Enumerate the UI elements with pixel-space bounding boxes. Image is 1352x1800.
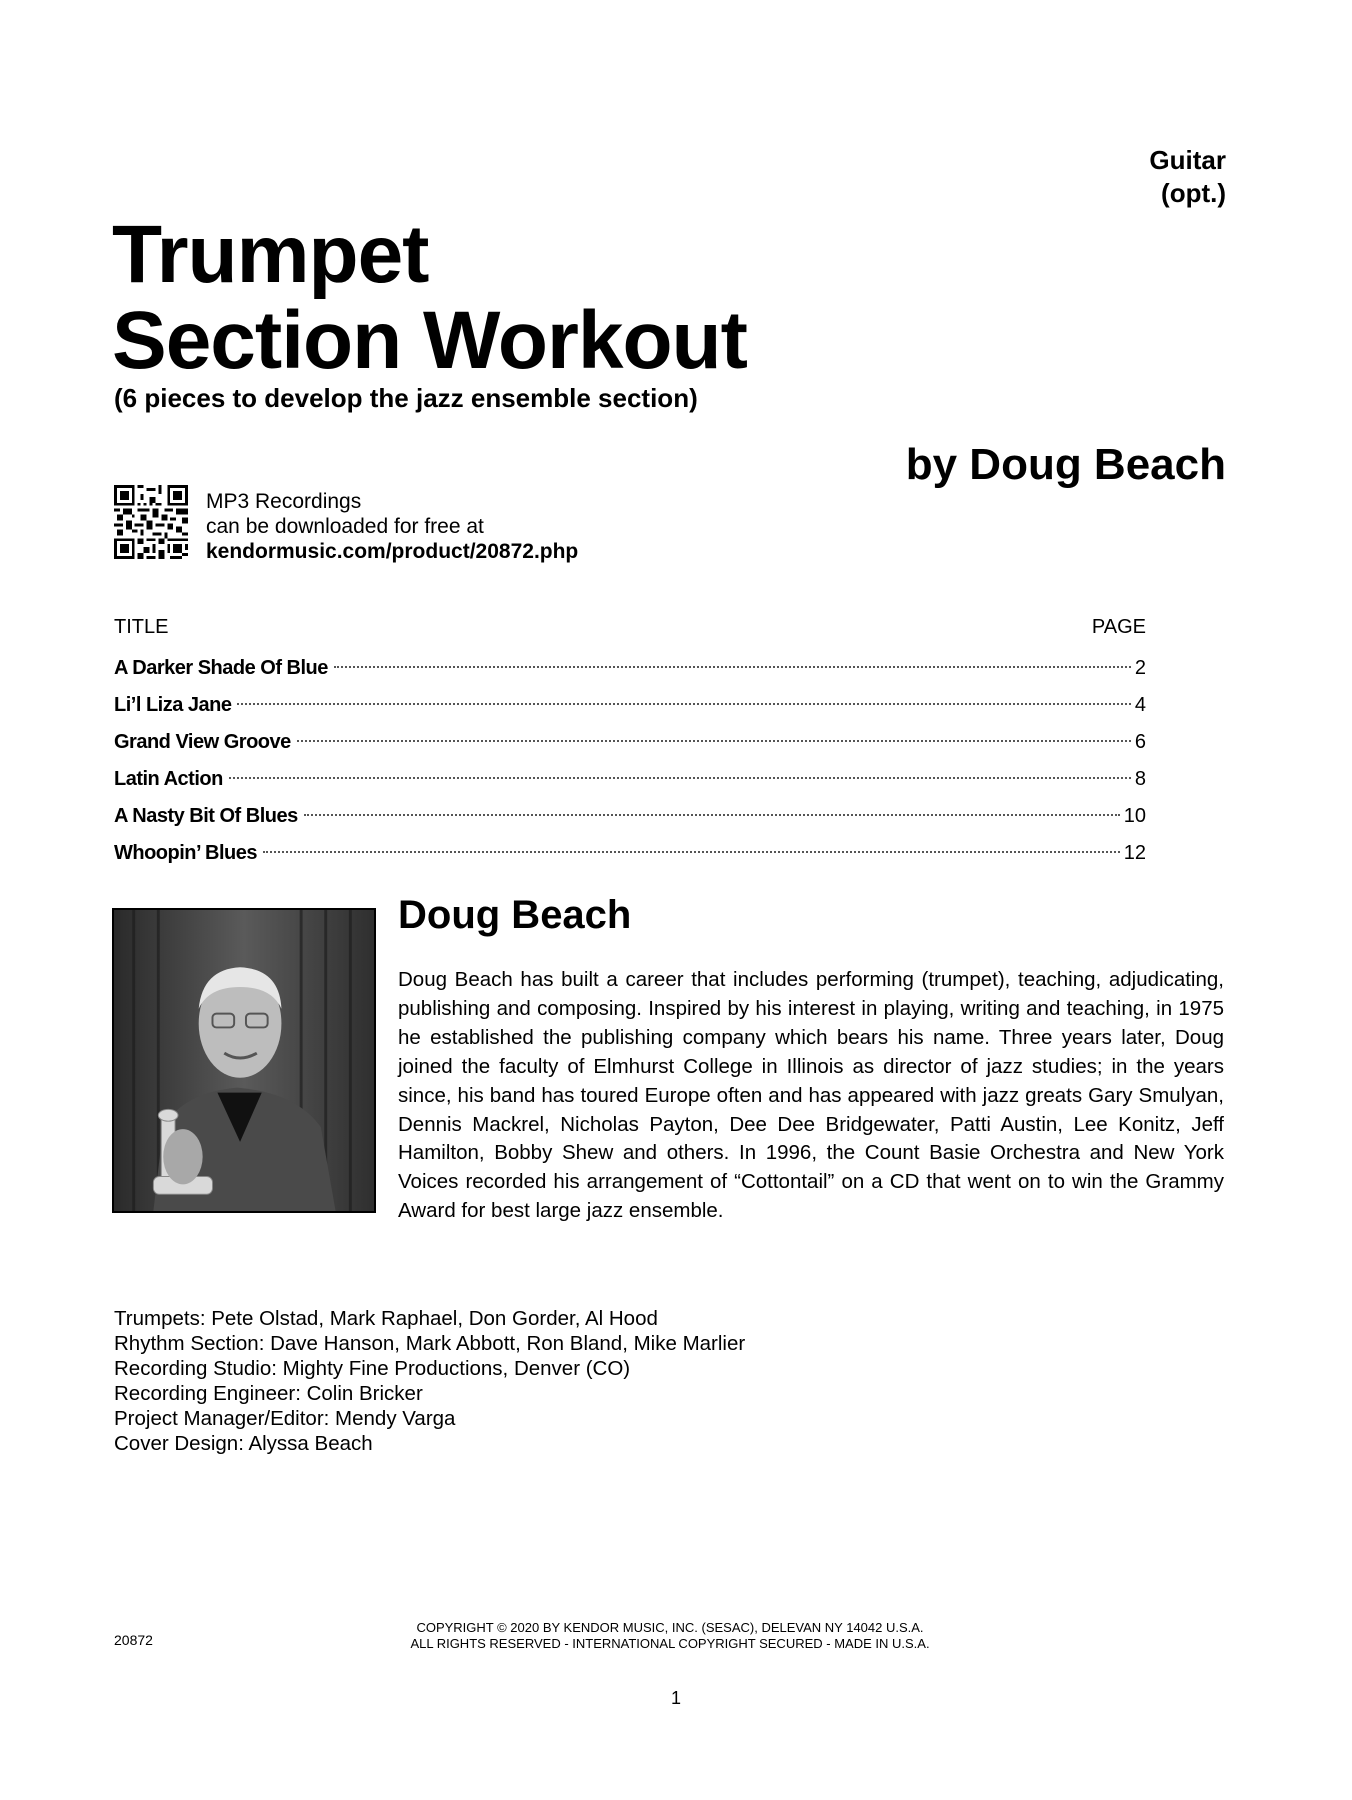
qr-code-icon[interactable] (114, 485, 188, 559)
author-credit: by Doug Beach (905, 440, 1226, 489)
title-line-2: Section Workout (112, 295, 747, 386)
book-subtitle: (6 pieces to develop the jazz ensemble section) (114, 383, 698, 413)
toc-entry-title: Li’l Liza Jane (114, 694, 232, 716)
book-title (112, 209, 747, 386)
copyright-line-2: ALL RIGHTS RESERVED - INTERNATIONAL COPYRIGHT SECURED - MADE IN U.S.A. (410, 1636, 930, 1651)
toc-entry-title: Latin Action (114, 768, 223, 790)
toc-entry-title: A Nasty Bit Of Blues (114, 805, 298, 827)
toc-entry[interactable] (114, 761, 1146, 798)
toc-entry-page: 2 (1134, 657, 1146, 679)
bio-text: Doug Beach has built a career that includes performing (trumpet), teaching, adjudicating, publishing and composing. Inspired by his interest in playing, writing and teaching, in 1975 he established the publishing company which bears his name. Three years later, Doug joined the faculty of Elmhurst College in Illinois as director of jazz studies; in the years since, his band has toured Europe often and has appeared with jazz greats Gary Smulyan, Dennis Mackrel, Nicholas Payton, Dee Dee Bridgewater, Patti Austin, Lee Konitz, Jeff Hamilton, Bobby Shew and others. In 1996, the Count Basie Orchestra and New York Voices recorded his arrangement of “Cottontail” on a CD that went on to win the Grammy Award for best large jazz ensemble. (398, 968, 1224, 1223)
copyright-notice (340, 1620, 1000, 1652)
title-line-1: Trumpet (112, 209, 429, 300)
toc-entry-page: 6 (1134, 731, 1146, 753)
toc-entry-page: 12 (1123, 842, 1146, 864)
instrument-label (1149, 144, 1226, 210)
toc-entry-page: 10 (1123, 805, 1146, 827)
toc-dot-leader (229, 777, 1131, 779)
page-number: 1 (670, 1688, 681, 1708)
toc-header (114, 612, 1146, 642)
credit-line: Recording Studio: Mighty Fine Productions, Denver (CO) (114, 1357, 631, 1380)
mp3-line-1: MP3 Recordings (206, 490, 362, 513)
catalog-number: 20872 (114, 1632, 153, 1648)
toc-entry-page: 4 (1134, 694, 1146, 716)
toc-entry-title: Grand View Groove (114, 731, 291, 753)
credit-line: Trumpets: Pete Olstad, Mark Raphael, Don Gorder, Al Hood (114, 1307, 658, 1330)
credit-line: Project Manager/Editor: Mendy Varga (114, 1407, 456, 1430)
instrument-optional: (opt.) (1161, 178, 1226, 208)
instrument-name: Guitar (1149, 145, 1226, 175)
table-of-contents (114, 612, 1146, 872)
credit-line: Rhythm Section: Dave Hanson, Mark Abbott, Ron Bland, Mike Marlier (114, 1332, 746, 1355)
credits-list (114, 1306, 745, 1456)
author-photo (112, 908, 376, 1213)
toc-entry[interactable] (114, 724, 1146, 761)
toc-entry[interactable] (114, 798, 1146, 835)
copyright-line-1: COPYRIGHT © 2020 BY KENDOR MUSIC, INC. (SESAC), DELEVAN NY 14042 U.S.A. (416, 1620, 924, 1635)
download-info (206, 489, 578, 564)
download-url-link[interactable]: kendormusic.com/product/20872.php (206, 540, 579, 563)
credit-line: Cover Design: Alyssa Beach (114, 1432, 373, 1455)
mp3-line-2: can be downloaded for free at (206, 515, 484, 538)
toc-dot-leader (304, 814, 1120, 816)
toc-dot-leader (334, 666, 1131, 668)
toc-dot-leader (297, 740, 1131, 742)
toc-entry[interactable] (114, 650, 1146, 687)
toc-title-header: TITLE (114, 616, 169, 638)
toc-entry-title: A Darker Shade Of Blue (114, 657, 328, 679)
toc-entry-title: Whoopin’ Blues (114, 842, 257, 864)
credit-line: Recording Engineer: Colin Bricker (114, 1382, 423, 1405)
toc-page-header: PAGE (1091, 616, 1146, 638)
bio-heading: Doug Beach (398, 893, 632, 937)
toc-entry[interactable] (114, 687, 1146, 724)
toc-dot-leader (237, 703, 1130, 705)
toc-dot-leader (263, 851, 1120, 853)
toc-entry[interactable] (114, 835, 1146, 872)
toc-entry-page: 8 (1134, 768, 1146, 790)
